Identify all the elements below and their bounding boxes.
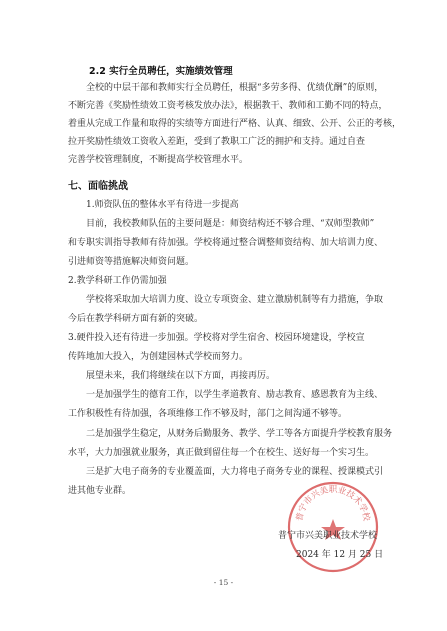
paragraph-line: 目前，我校教师队伍的主要问题是：师资结构还不够合理、“双师型教师” bbox=[86, 219, 375, 229]
page-number: - 15 - bbox=[213, 578, 234, 587]
outlook-line: 展望未来，我们将继续在以下方面，再接再厉。 bbox=[86, 371, 276, 381]
paragraph-line: 今后在教学科研方面有新的突破。 bbox=[68, 314, 204, 324]
paragraph-line: 工作积极性有待加强，各项维修工作不够及时，部门之间沟通不够等。 bbox=[68, 409, 348, 419]
signature-school: 普宁市兴美职业技术学校 bbox=[278, 531, 378, 541]
paragraph-line: 全校的中层干部和教师实行全员聘任，根据“多劳多得、优绩优酬”的原则， bbox=[86, 83, 384, 93]
paragraph-line: 引进师资等措施解决师资问题。 bbox=[68, 257, 195, 267]
paragraph-line: 三是扩大电子商务的专业覆盖面，大力将电子商务专业的课程、授课模式引 bbox=[86, 467, 384, 477]
signature-date: 2024 年 12 月 25 日 bbox=[296, 550, 384, 560]
seal-text: 普宁市兴美职业技术学校 bbox=[294, 485, 372, 522]
paragraph-line: 完善学校管理制度，不断提高学校管理水平。 bbox=[68, 155, 249, 165]
paragraph-line: 3.硬件投入还有待进一步加强。学校将对学生宿舍、校园环境建设，学校宣 bbox=[68, 333, 365, 343]
paragraph-line: 不断完善《奖励性绩效工资考核发放办法》，根据教干、教师和工勤不同的特点， bbox=[68, 101, 388, 111]
item-2-title: 2.教学科研工作仍需加强 bbox=[68, 276, 167, 286]
paragraph-line: 着重从完成工作量和取得的实绩等方面进行严格、认真、细致、公开、公正的考核， bbox=[68, 119, 402, 129]
section-7-title: 七、面临挑战 bbox=[68, 181, 128, 192]
heading-2-2: 2.2 实行全员聘任，实施绩效管理 bbox=[89, 66, 233, 77]
paragraph-line: 一是加强学生的德育工作，以学生孝道教育、励志教育、感恩教育为主线、 bbox=[86, 390, 384, 400]
svg-text:普宁市兴美职业技术学校 bbox=[294, 484, 372, 522]
paragraph-line: 拉开奖励性绩效工资收入差距，受到了教职工广泛的拥护和支持。通过自查 bbox=[68, 137, 366, 147]
item-1-title: 1.师资队伍的整体水平有待进一步提高 bbox=[86, 200, 239, 210]
official-seal-icon bbox=[285, 479, 384, 575]
paragraph-line: 水平，大力加强就业服务，真正做到留住每一个在校生、送好每一个实习生。 bbox=[68, 448, 375, 458]
paragraph-line: 和专职实训指导教师有待加强。学校将通过整合调整师资结构、加大培训力度、 bbox=[68, 238, 384, 248]
paragraph-line: 学校将采取加大培训力度、设立专项资金、建立激励机制等有力措施，争取 bbox=[86, 295, 384, 305]
paragraph-line: 二是加强学生稳定，从财务后勤服务、教学、学工等各方面提升学校教育服务 bbox=[86, 429, 393, 439]
paragraph-line: 传阵地加大投入，为创建园林式学校而努力。 bbox=[68, 352, 249, 362]
paragraph-line: 进其他专业群。 bbox=[68, 486, 132, 496]
